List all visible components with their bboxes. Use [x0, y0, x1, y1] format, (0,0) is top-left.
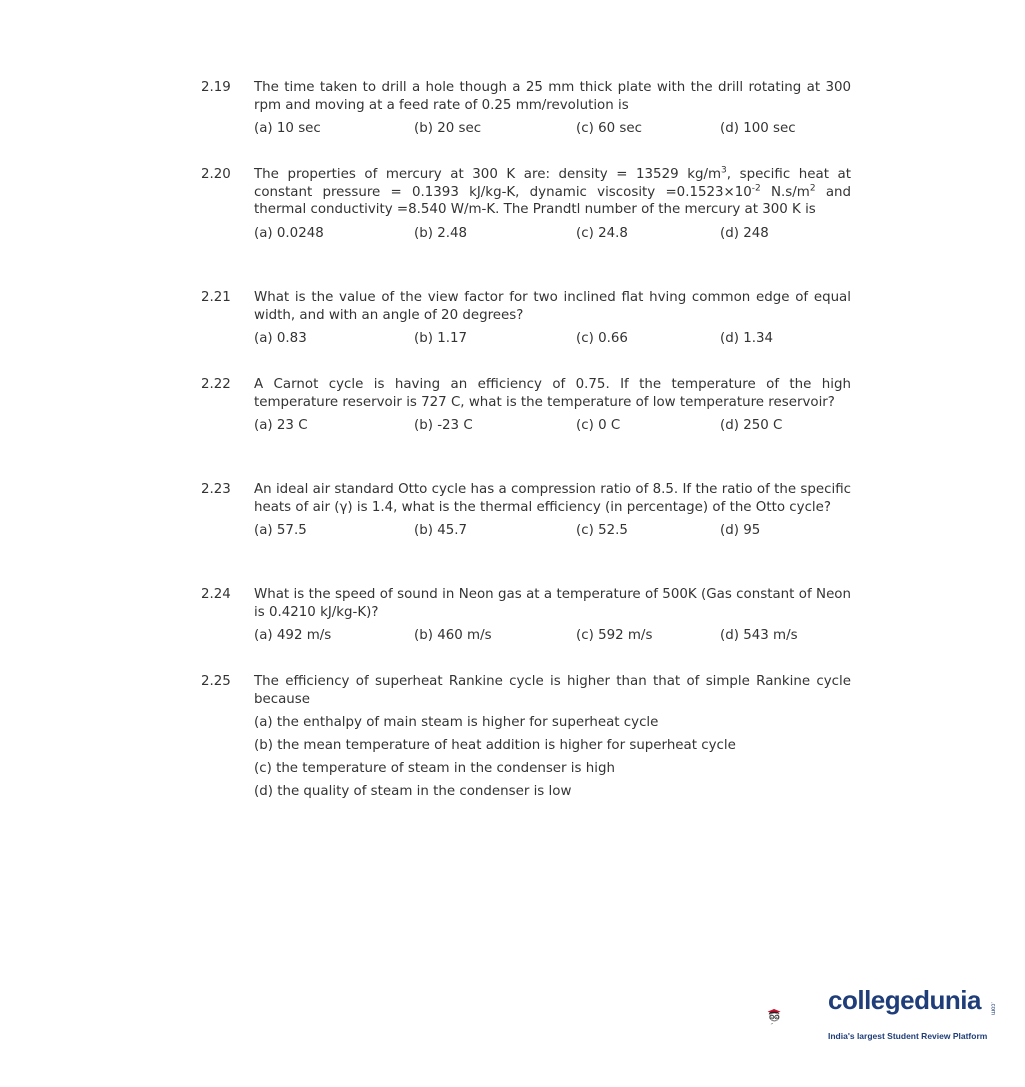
option-b: (b) 460 m/s	[414, 628, 492, 643]
logo-tagline: India's largest Student Review Platform	[828, 1031, 988, 1041]
option-c: (c) 0.66	[576, 331, 628, 346]
option-a: (a) 10 sec	[254, 121, 321, 136]
option-b: (b) 20 sec	[414, 121, 482, 136]
question-2-21	[201, 289, 851, 350]
option-a: (a) 0.0248	[254, 225, 324, 241]
option-b: (b) -23 C	[414, 418, 473, 433]
option-d: (d) 543 m/s	[720, 628, 798, 643]
question-number: 2.23	[201, 482, 231, 497]
option-c: (c) 60 sec	[576, 121, 642, 136]
options-row	[254, 417, 851, 437]
question-number: 2.24	[201, 587, 231, 602]
question-text: An ideal air standard Otto cycle has a compression ratio of 8.5. If the ratio of the specific heats of air (γ) is 1.4, what is the thermal efficiency (in percentage) of the Otto cycle?	[254, 482, 851, 515]
options-row	[254, 330, 851, 350]
question-text: The efficiency of superheat Rankine cycle is higher than that of simple Rankine cycle because	[254, 674, 851, 707]
option-a: (a) 492 m/s	[254, 628, 332, 643]
option-d: (d) the quality of steam in the condenser is low	[254, 784, 572, 799]
question-text: What is the speed of sound in Neon gas at a temperature of 500K (Gas constant of Neon is 0.4210 kJ/kg-K)?	[254, 587, 851, 620]
question-2-23	[201, 481, 851, 542]
option-b: (b) 2.48	[414, 225, 468, 241]
option-b: (b) the mean temperature of heat addition is higher for superheat cycle	[254, 738, 736, 753]
graduate-mascot-icon	[766, 980, 828, 1052]
options-row	[254, 120, 851, 140]
options-row	[254, 225, 851, 245]
option-c: (c) 592 m/s	[576, 628, 653, 643]
question-text: The properties of mercury at 300 K are: density = 13529 $kg/m^3$, specific heat at constant pressure = 0.1393 kJ/kg-K, dynamic viscosity $=0.1523\times 10^{-2}$ $N.s/m^2$ and thermal conductivity =8.540 W/m-K. The Prandtl number of the mercury at 300 K is	[254, 165, 852, 217]
question-2-22	[201, 376, 851, 437]
option-c: (c) 0 C	[576, 418, 621, 433]
question-number: 2.21	[201, 290, 231, 305]
option-c: (c) the temperature of steam in the condenser is high	[254, 761, 615, 776]
option-d: (d) 100 sec	[720, 121, 796, 136]
logo-wordmark: collegedunia	[828, 985, 981, 1015]
question-2-24	[201, 586, 851, 647]
logo-domain-suffix: .com	[989, 1002, 996, 1016]
options-row	[254, 627, 851, 647]
question-2-25	[201, 673, 851, 806]
question-text: What is the value of the view factor for two inclined flat hving common edge of equal width, and with an angle of 20 degrees?	[254, 290, 851, 323]
question-number: 2.25	[201, 674, 231, 689]
question-number: 2.20	[201, 167, 231, 182]
option-d: (d) 95	[720, 523, 761, 538]
options-list	[254, 714, 851, 806]
option-d: (d) 250 C	[720, 418, 783, 433]
option-c: (c) 24.8	[576, 225, 628, 241]
option-b: (b) 1.17	[414, 331, 468, 346]
option-b: (b) 45.7	[414, 523, 468, 538]
option-a: (a) 57.5	[254, 523, 307, 538]
question-number: 2.22	[201, 377, 231, 392]
question-2-20	[201, 166, 851, 245]
option-d: (d) 248	[720, 225, 769, 241]
option-a: (a) 0.83	[254, 331, 307, 346]
question-text: The time taken to drill a hole though a 25 mm thick plate with the drill rotating at 300 rpm and moving at a feed rate of 0.25 mm/revolution is	[254, 80, 851, 113]
options-row	[254, 522, 851, 542]
question-2-19	[201, 79, 851, 140]
question-text: A Carnot cycle is having an efficiency of 0.75. If the temperature of the high temperature reservoir is 727 C, what is the temperature of low temperature reservoir?	[254, 377, 851, 410]
option-a: (a) 23 C	[254, 418, 308, 433]
question-number: 2.19	[201, 80, 231, 95]
option-d: (d) 1.34	[720, 331, 774, 346]
option-c: (c) 52.5	[576, 523, 628, 538]
option-a: (a) the enthalpy of main steam is higher for superheat cycle	[254, 715, 659, 730]
